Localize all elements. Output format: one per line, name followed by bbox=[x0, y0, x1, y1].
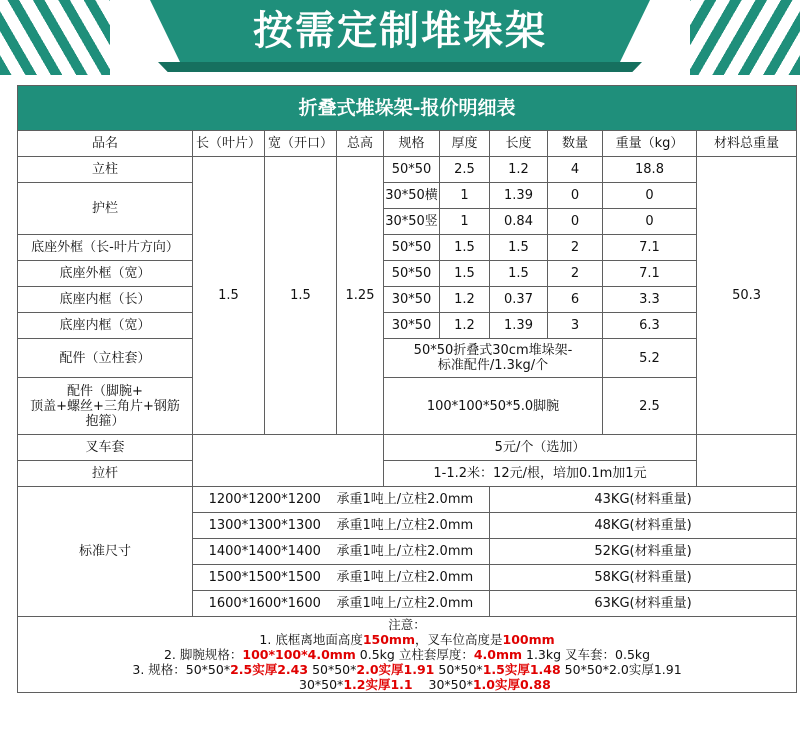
table-row bbox=[18, 261, 797, 287]
thickness-cell: 1.5 bbox=[440, 261, 490, 287]
qty-cell: 3 bbox=[548, 313, 603, 339]
spec-cell: 50*50 bbox=[384, 261, 440, 287]
thickness-cell: 1 bbox=[440, 183, 490, 209]
accessory-foot-desc: 100*100*50*5.0脚腕 bbox=[384, 378, 603, 435]
qty-cell: 2 bbox=[548, 261, 603, 287]
quote-table bbox=[17, 85, 797, 693]
spec-cell: 50*50 bbox=[384, 235, 440, 261]
weight-cell: 0 bbox=[603, 209, 697, 235]
spec-cell: 30*50横 bbox=[384, 183, 440, 209]
length-cell: 0.84 bbox=[490, 209, 548, 235]
notes-row bbox=[18, 617, 797, 693]
header-cell: 重量（kg） bbox=[603, 131, 697, 157]
qty-cell: 4 bbox=[548, 157, 603, 183]
blank-cell bbox=[193, 435, 384, 461]
accessory-foot-name-line3: 抱箍） bbox=[85, 413, 125, 429]
header-cell: 规格 bbox=[384, 131, 440, 157]
header-cell: 宽（开口） bbox=[265, 131, 337, 157]
spec-cell: 50*50 bbox=[384, 157, 440, 183]
item-name: 底座内框（宽） bbox=[18, 313, 193, 339]
table-row bbox=[18, 378, 797, 435]
standard-label: 标准尺寸 bbox=[18, 487, 193, 617]
length-cell: 1.39 bbox=[490, 183, 548, 209]
qty-cell: 0 bbox=[548, 183, 603, 209]
weight-cell: 18.8 bbox=[603, 157, 697, 183]
item-name: 护栏 bbox=[18, 183, 193, 235]
table-row bbox=[18, 313, 797, 339]
dim-length: 1.5 bbox=[193, 157, 265, 435]
standard-weight: 58KG(材料重量) bbox=[490, 565, 797, 591]
accessory-sleeve-desc bbox=[384, 339, 603, 378]
length-cell: 1.5 bbox=[490, 235, 548, 261]
table-row bbox=[18, 435, 797, 461]
weight-cell: 6.3 bbox=[603, 313, 697, 339]
item-name: 底座外框（宽） bbox=[18, 261, 193, 287]
banner-stripe-left bbox=[0, 0, 110, 75]
header-cell: 总高 bbox=[337, 131, 384, 157]
weight-cell: 3.3 bbox=[603, 287, 697, 313]
rod-name: 拉杆 bbox=[18, 461, 193, 487]
thickness-cell: 1.5 bbox=[440, 235, 490, 261]
table-row bbox=[18, 235, 797, 261]
table-row bbox=[18, 183, 797, 209]
standard-size: 1500*1500*1500 bbox=[193, 565, 337, 591]
banner-plate-shadow bbox=[158, 62, 642, 72]
qty-cell: 6 bbox=[548, 287, 603, 313]
length-cell: 1.2 bbox=[490, 157, 548, 183]
spec-cell: 30*50 bbox=[384, 313, 440, 339]
standard-weight: 52KG(材料重量) bbox=[490, 539, 797, 565]
header-cell: 厚度 bbox=[440, 131, 490, 157]
header-cell: 长度 bbox=[490, 131, 548, 157]
accessory-foot-name bbox=[18, 378, 193, 435]
standard-row bbox=[18, 487, 797, 513]
banner-title: 按需定制堆垛架 bbox=[253, 8, 547, 54]
dim-height: 1.25 bbox=[337, 157, 384, 435]
thickness-cell: 1 bbox=[440, 209, 490, 235]
item-name: 底座内框（长） bbox=[18, 287, 193, 313]
blank-cell bbox=[697, 461, 797, 487]
thickness-cell: 2.5 bbox=[440, 157, 490, 183]
weight-cell: 7.1 bbox=[603, 261, 697, 287]
rod-desc: 1-1.2米：12元/根，培加0.1m加1元 bbox=[384, 461, 697, 487]
header-cell: 数量 bbox=[548, 131, 603, 157]
thickness-cell: 1.2 bbox=[440, 287, 490, 313]
header-cell: 长（叶片） bbox=[193, 131, 265, 157]
standard-size: 1200*1200*1200 bbox=[193, 487, 337, 513]
note-line-3: 3. 规格：50*50*2.5实厚2.43 50*50*2.0实厚1.91 50*50*1.5实厚1.48 50*50*2.0实厚1.91 bbox=[132, 662, 682, 677]
item-name: 立柱 bbox=[18, 157, 193, 183]
accessory-sleeve-weight: 5.2 bbox=[603, 339, 697, 378]
table-row bbox=[18, 461, 797, 487]
standard-size: 1600*1600*1600 bbox=[193, 591, 337, 617]
accessory-foot-weight: 2.5 bbox=[603, 378, 697, 435]
spec-cell: 30*50竖 bbox=[384, 209, 440, 235]
standard-size: 1300*1300*1300 bbox=[193, 513, 337, 539]
header-cell: 品名 bbox=[18, 131, 193, 157]
standard-load: 承重1吨上/立柱2.0mm bbox=[337, 513, 490, 539]
item-name: 底座外框（长-叶片方向） bbox=[18, 235, 193, 261]
forklift-name: 叉车套 bbox=[18, 435, 193, 461]
table-header-row bbox=[18, 131, 797, 157]
notes-heading: 注意： bbox=[388, 617, 426, 632]
standard-load: 承重1吨上/立柱2.0mm bbox=[337, 565, 490, 591]
spec-cell: 30*50 bbox=[384, 287, 440, 313]
note-line-1: 1. 底框离地面高度150mm，叉车位高度是100mm bbox=[259, 632, 555, 647]
standard-load: 承重1吨上/立柱2.0mm bbox=[337, 591, 490, 617]
standard-weight: 43KG(材料重量) bbox=[490, 487, 797, 513]
accessory-sleeve-name: 配件（立柱套） bbox=[18, 339, 193, 378]
weight-cell: 0 bbox=[603, 183, 697, 209]
table-row bbox=[18, 339, 797, 378]
blank-cell bbox=[697, 435, 797, 461]
length-cell: 1.5 bbox=[490, 261, 548, 287]
thickness-cell: 1.2 bbox=[440, 313, 490, 339]
blank-cell bbox=[193, 461, 384, 487]
length-cell: 0.37 bbox=[490, 287, 548, 313]
table-row bbox=[18, 157, 797, 183]
accessory-sleeve-desc-line2: 标准配件/1.3kg/个 bbox=[437, 358, 549, 373]
table-row bbox=[18, 287, 797, 313]
notes-block bbox=[18, 617, 797, 693]
total-weight: 50.3 bbox=[697, 157, 797, 435]
standard-load: 承重1吨上/立柱2.0mm bbox=[337, 539, 490, 565]
header-cell: 材料总重量 bbox=[697, 131, 797, 157]
note-line-4: 30*50*1.2实厚1.1 30*50*1.0实厚0.88 bbox=[263, 677, 551, 692]
standard-weight: 63KG(材料重量) bbox=[490, 591, 797, 617]
dim-width: 1.5 bbox=[265, 157, 337, 435]
note-line-2: 2. 脚腕规格：100*100*4.0mm 0.5kg 立柱套厚度：4.0mm 1.3kg 叉车套：0.5kg bbox=[163, 647, 651, 662]
qty-cell: 2 bbox=[548, 235, 603, 261]
length-cell: 1.39 bbox=[490, 313, 548, 339]
weight-cell: 7.1 bbox=[603, 235, 697, 261]
standard-load: 承重1吨上/立柱2.0mm bbox=[337, 487, 490, 513]
table-title: 折叠式堆垛架-报价明细表 bbox=[18, 86, 797, 131]
accessory-foot-name-line1: 配件（脚腕+ bbox=[67, 383, 143, 399]
banner-stripe-right bbox=[690, 0, 800, 75]
accessory-sleeve-desc-line1: 50*50折叠式30cm堆垛架- bbox=[413, 343, 573, 358]
standard-weight: 48KG(材料重量) bbox=[490, 513, 797, 539]
header-banner bbox=[0, 0, 800, 75]
forklift-desc: 5元/个（选加） bbox=[384, 435, 697, 461]
standard-size: 1400*1400*1400 bbox=[193, 539, 337, 565]
qty-cell: 0 bbox=[548, 209, 603, 235]
accessory-foot-name-line2: 顶盖+螺丝+三角片+钢筋 bbox=[30, 398, 180, 414]
